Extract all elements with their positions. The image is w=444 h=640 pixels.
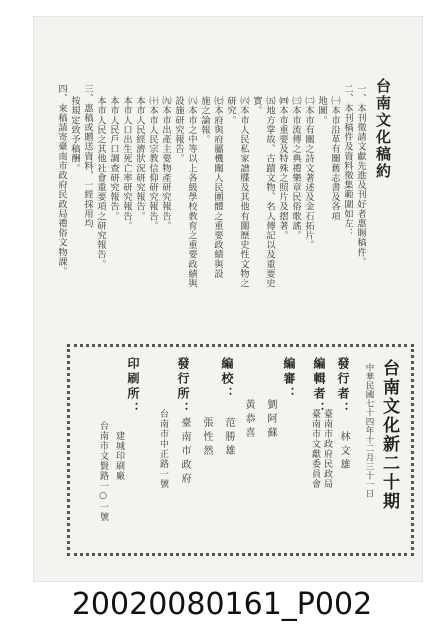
rule-line: 三、惠稿或贈送資料，一經採用均 <box>82 84 93 228</box>
rule-line: ㈠本市沿革有關舊志書及各項 <box>329 96 340 221</box>
rule-line: 按規定致予稿酬。 <box>69 96 80 173</box>
issuer-value: 臺南市政府 <box>179 417 190 487</box>
issuer-address: 台南市中正路一號 <box>158 409 168 489</box>
proofreader-label: 編校： <box>220 357 234 402</box>
publisher-value: 林文雄 <box>338 431 349 473</box>
scanned-page <box>33 16 423 582</box>
rule-line: 四、來稿請寄臺南市政府民政局禮俗文物課。 <box>56 84 67 276</box>
rule-line: 本市人民之其他社會重要項之研究報告。 <box>95 96 106 269</box>
printer-address: 台南市文賢路一○一號 <box>98 421 108 522</box>
reviewer-label: 編審： <box>282 357 296 402</box>
rule-line: 本市人民戶口調查研究報告。 <box>108 96 119 221</box>
rule-line: 研究。 <box>225 96 236 125</box>
publisher-label: 發行者： <box>336 357 350 417</box>
proofreader-value: 范勝雄 <box>223 417 234 459</box>
rule-line: ㈡本市有關之詩文著述及金石拓片。 <box>303 96 314 250</box>
rule-line: ㈣本市重要及特殊之照片及摺著。 <box>277 96 288 240</box>
rule-line: 實。 <box>251 96 262 116</box>
colophon-frame <box>67 344 414 556</box>
printer-value: 建城印刷廠 <box>114 431 124 481</box>
archive-id-caption: 20020080161_P002 <box>71 587 373 622</box>
publication-date: 中華民國七十四年十二月三十一日 <box>364 363 374 498</box>
issuer-label: 發行所： <box>176 357 190 417</box>
printer-label: 印刷所： <box>126 357 140 417</box>
rule-line: 設施研究報告。 <box>173 96 184 164</box>
rule-line: ㈦本府與府屬機關人民團體之重要政績與設 <box>212 96 223 279</box>
rule-line: ㈤地方掌故、古蹟文物、名人傳記以及重要史 <box>264 96 275 288</box>
reviewer-value: 黃恭喜 <box>243 399 254 441</box>
rule-line: 本市人口出生死亡率研究報告。 <box>121 96 132 231</box>
editor-label: 編輯者： <box>312 357 326 417</box>
rule-line: ㈥本市人民私家譜牒及其他有關歷史性文物之 <box>238 96 249 288</box>
proofreader-value: 張性然 <box>201 417 212 459</box>
rule-line: 地圖。 <box>316 96 327 125</box>
page-title: 台南文化稿約 <box>374 78 392 180</box>
rule-line: 施之論報。 <box>199 96 210 144</box>
reviewer-value: 劉阿蘇 <box>265 399 276 441</box>
rule-line: ㈧本市之中等以上各級學校教育之重要政績與 <box>186 96 197 288</box>
rule-line: 本市人民經濟狀況研究報告。 <box>134 96 145 221</box>
rule-line: 一、本刊徵請文獻先進及刊好者惠賜稿件。 <box>355 84 366 267</box>
rule-line: ㈨本市出產主要物產研究報告。 <box>160 96 171 231</box>
rule-line: 二、本刊稿件及資料徵集範圍如左： <box>342 84 353 238</box>
rule-line: ㈢本市流傳之典禮樂章民俗歌謠。 <box>290 96 301 240</box>
rule-line: ㈩本市人民宗教信仰研究報告。 <box>147 96 158 231</box>
editor-value: 臺南市政府民政局 <box>322 409 332 489</box>
magazine-title: 台南文化新二十期 <box>379 359 399 511</box>
editor-value: 臺南市文獻委員會 <box>310 409 320 489</box>
